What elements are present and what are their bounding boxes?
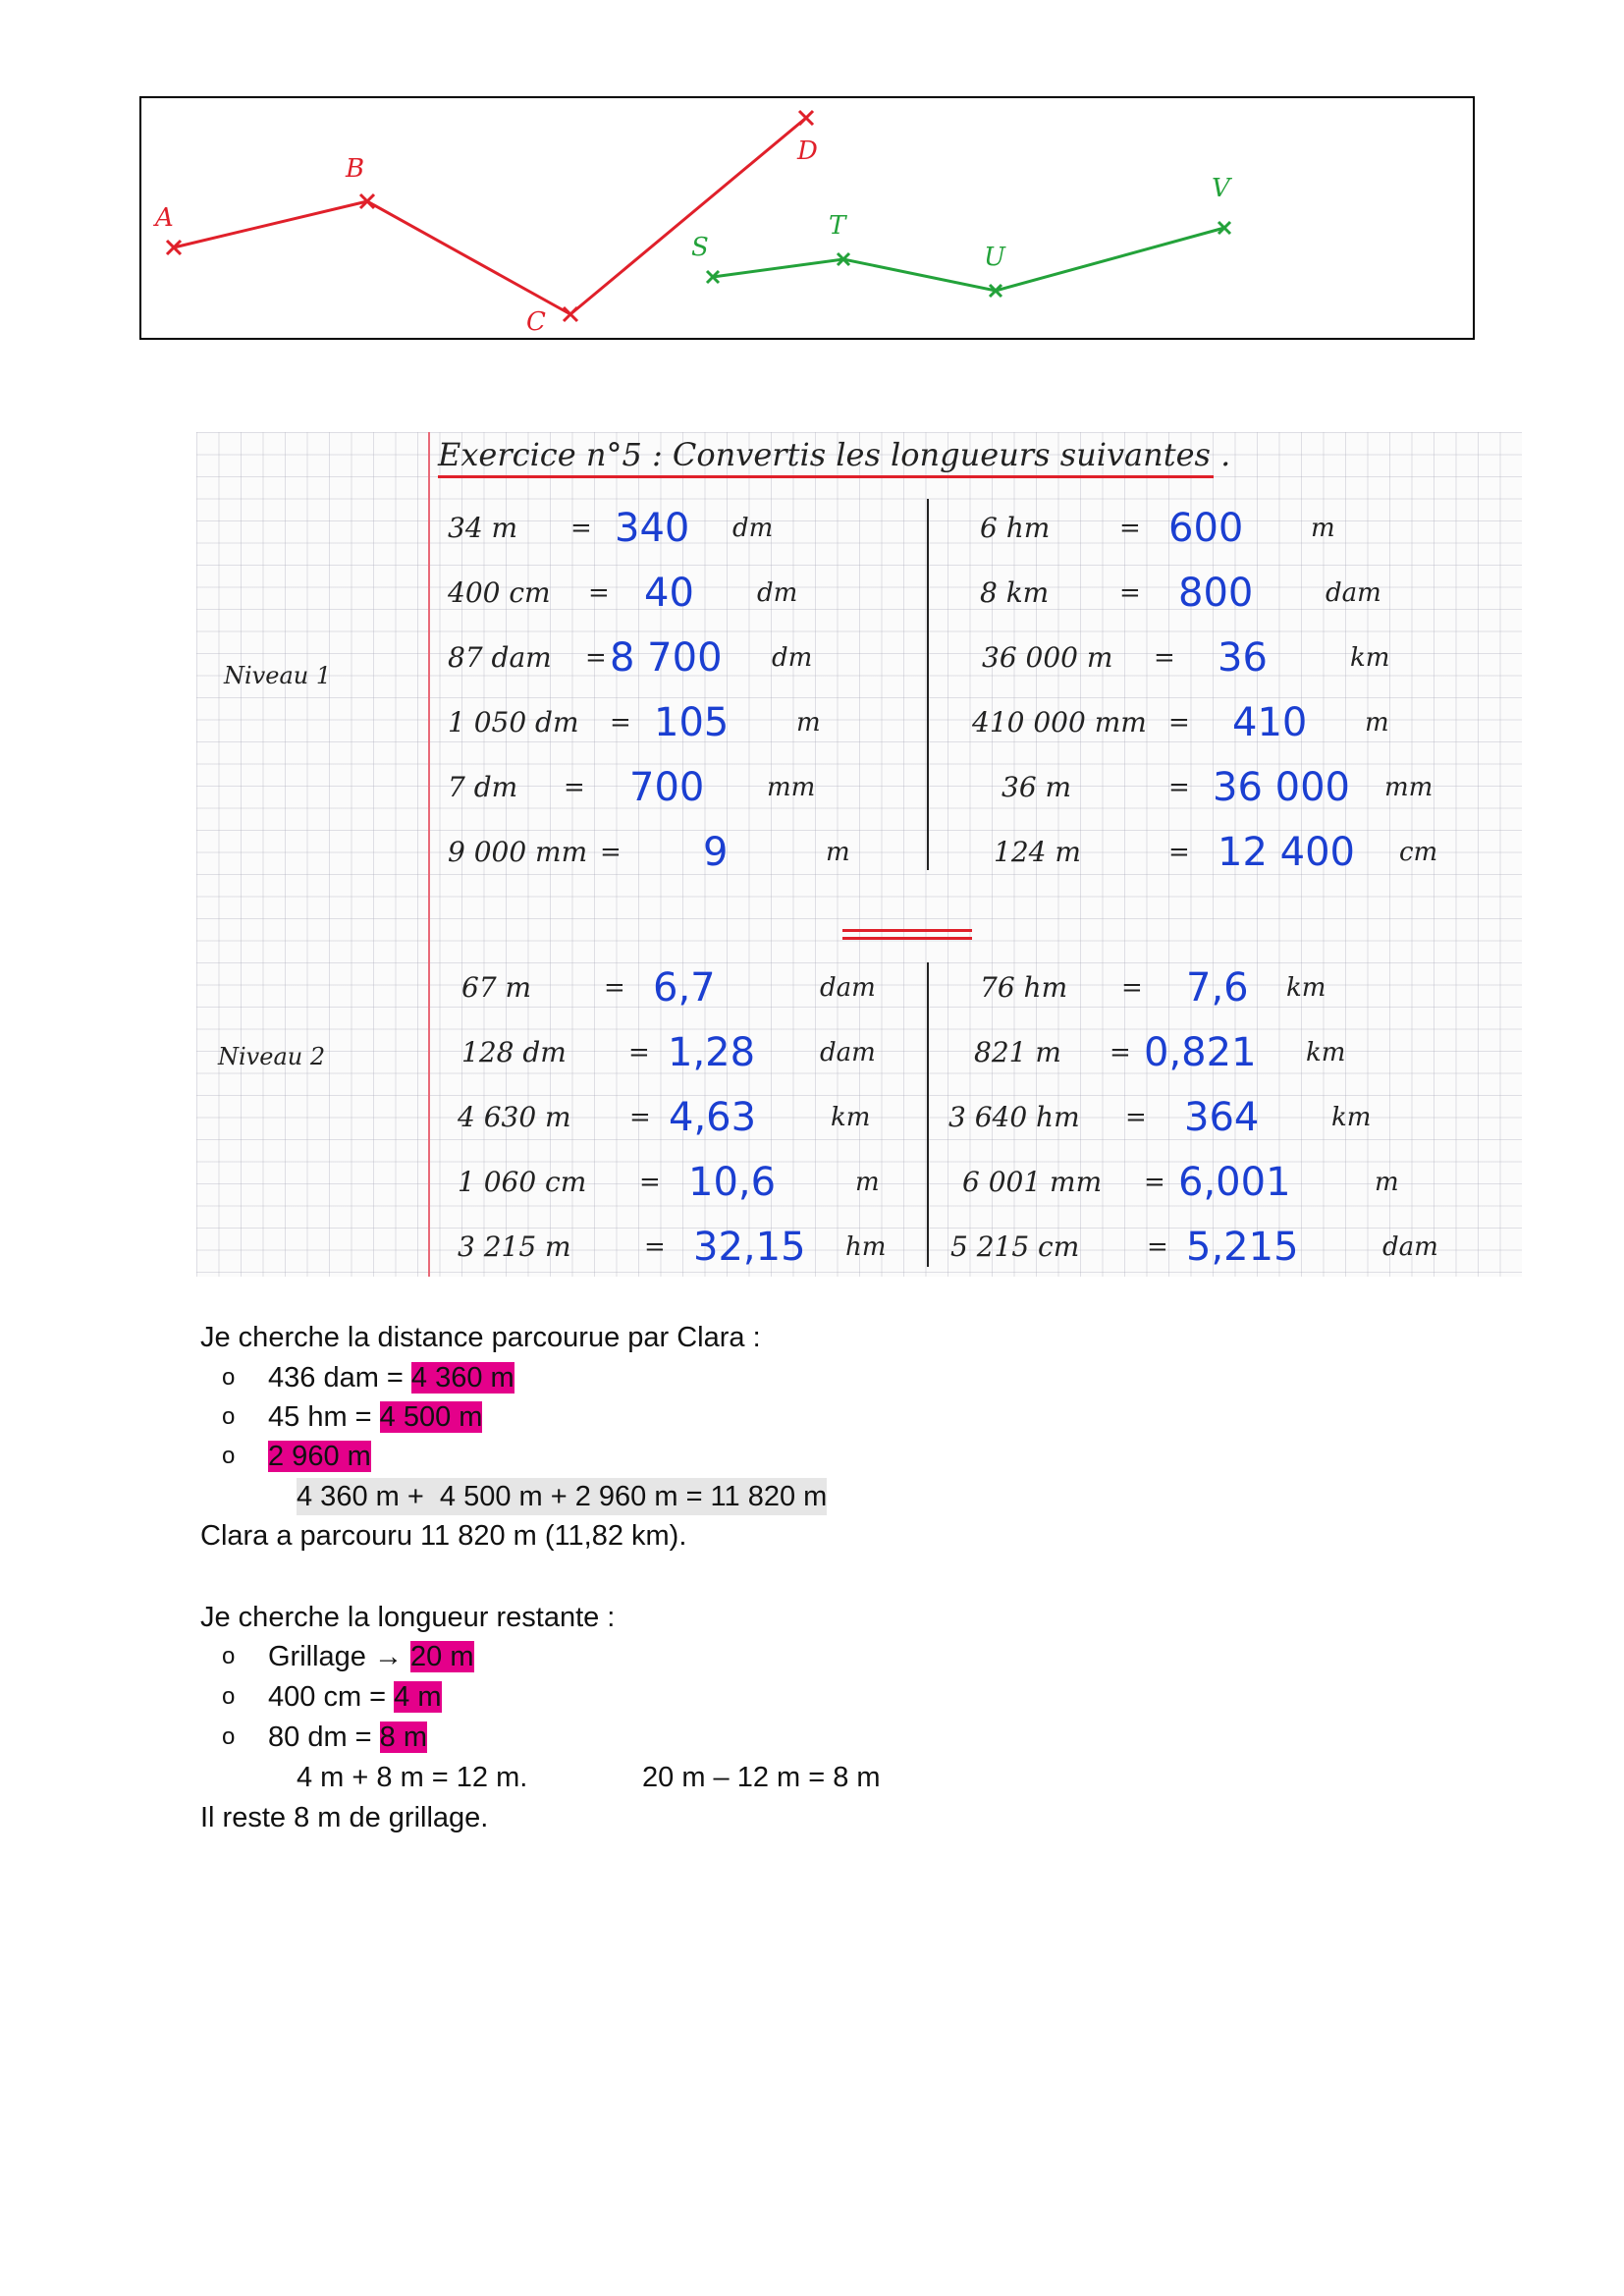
conversion-unit: dm xyxy=(757,578,798,608)
polyline-figure xyxy=(139,96,1475,340)
conversion-from: 5 215 cm xyxy=(950,1230,1080,1263)
conversion-from: 6 hm xyxy=(980,512,1051,544)
green-polyline xyxy=(713,228,1224,291)
conversion-unit: dam xyxy=(820,973,876,1003)
equals-sign: = xyxy=(639,1168,661,1197)
conversion-unit: km xyxy=(1350,643,1390,673)
equals-sign: = xyxy=(570,514,592,543)
clara-heading: Je cherche la distance parcourue par Clara : xyxy=(200,1322,761,1353)
exercise-title: Exercice n°5 : Convertis les longueurs suivantes . xyxy=(438,436,1231,473)
clara-conclusion: Clara a parcouru 11 820 m (11,82 km). xyxy=(200,1520,687,1552)
grillage-calc-difference: 20 m – 12 m = 8 m xyxy=(642,1762,881,1793)
conversion-from: 7 dm xyxy=(448,771,518,803)
red-polyline xyxy=(174,118,806,314)
clara-item-3 xyxy=(268,1438,371,1475)
equals-sign: = xyxy=(1168,773,1190,802)
conversion-value: 5,215 xyxy=(1186,1225,1299,1270)
conversion-value: 105 xyxy=(654,700,730,745)
conversion-unit: dam xyxy=(1382,1232,1438,1262)
equals-sign: = xyxy=(1119,578,1141,608)
equals-sign: = xyxy=(1168,708,1190,738)
conversion-value: 6,7 xyxy=(653,965,716,1011)
conversion-unit: hm xyxy=(845,1232,887,1262)
point-label-b: B xyxy=(346,154,365,184)
bullet-marker: o xyxy=(222,1364,236,1391)
equals-sign: = xyxy=(1121,973,1143,1003)
conversion-from: 6 001 mm xyxy=(962,1166,1103,1198)
item-prefix: 400 cm = xyxy=(268,1681,395,1713)
grillage-conclusion: Il reste 8 m de grillage. xyxy=(200,1802,489,1833)
conversion-from: 36 000 m xyxy=(982,641,1113,674)
clara-sum: 4 360 m + 4 500 m + 2 960 m = 11 820 m xyxy=(297,1478,827,1515)
conversion-unit: dm xyxy=(772,643,813,673)
conversion-value: 4,63 xyxy=(669,1095,757,1140)
equals-sign: = xyxy=(1125,1103,1147,1132)
conversion-from: 3 215 m xyxy=(458,1230,571,1263)
highlighted-result: 8 m xyxy=(379,1722,427,1753)
point-label-v: V xyxy=(1212,174,1230,203)
point-label-a: A xyxy=(155,203,174,233)
conversion-from: 36 m xyxy=(1001,771,1072,803)
item-prefix: 45 hm = xyxy=(268,1401,380,1433)
conversion-from: 1 050 dm xyxy=(448,706,579,738)
item-prefix: 80 dm = xyxy=(268,1722,380,1753)
conversion-value: 9 xyxy=(703,830,729,875)
conversion-value: 36 000 xyxy=(1213,765,1350,810)
conversion-from: 410 000 mm xyxy=(972,706,1147,738)
highlighted-result: 20 m xyxy=(410,1641,474,1672)
conversion-value: 410 xyxy=(1232,700,1308,745)
equals-sign: = xyxy=(1168,838,1190,867)
equals-sign: = xyxy=(604,973,625,1003)
equals-sign: = xyxy=(585,643,607,673)
point-label-t: T xyxy=(829,211,846,241)
conversion-value: 1,28 xyxy=(668,1030,756,1075)
conversion-value: 6,001 xyxy=(1178,1160,1291,1205)
column-divider-1 xyxy=(927,499,929,870)
conversion-value: 800 xyxy=(1178,571,1254,616)
item-prefix: Grillage → xyxy=(268,1641,411,1672)
equals-sign: = xyxy=(588,578,610,608)
equals-sign: = xyxy=(1119,514,1141,543)
bullet-marker: o xyxy=(222,1403,236,1430)
equals-sign: = xyxy=(1144,1168,1165,1197)
conversion-unit: m xyxy=(1375,1168,1399,1197)
grillage-item-2 xyxy=(268,1678,442,1716)
grillage-calc-sum: 4 m + 8 m = 12 m. xyxy=(297,1762,528,1793)
conversion-value: 36 xyxy=(1218,635,1268,681)
conversion-unit: cm xyxy=(1399,838,1438,867)
conversion-from: 8 km xyxy=(980,576,1050,609)
equals-sign: = xyxy=(1147,1232,1168,1262)
level-label-1: Niveau 1 xyxy=(224,662,332,689)
conversion-unit: km xyxy=(1331,1103,1372,1132)
equals-sign: = xyxy=(628,1038,650,1067)
bullet-marker: o xyxy=(222,1643,236,1669)
title-underline xyxy=(438,475,1214,478)
grillage-item-1 xyxy=(268,1638,474,1675)
equals-sign: = xyxy=(600,838,622,867)
conversion-unit: mm xyxy=(767,773,816,802)
point-label-u: U xyxy=(984,243,1005,272)
bullet-marker: o xyxy=(222,1683,236,1710)
conversion-value: 32,15 xyxy=(693,1225,806,1270)
clara-item-1 xyxy=(268,1359,514,1396)
bullet-marker: o xyxy=(222,1443,236,1469)
conversion-value: 0,821 xyxy=(1144,1030,1257,1075)
conversion-from: 400 cm xyxy=(448,576,551,609)
highlighted-result: 4 500 m xyxy=(379,1401,483,1433)
point-label-c: C xyxy=(526,307,546,337)
highlighted-result: 4 360 m xyxy=(410,1362,514,1394)
conversion-from: 3 640 hm xyxy=(948,1101,1080,1133)
conversion-value: 364 xyxy=(1184,1095,1260,1140)
conversion-from: 128 dm xyxy=(461,1036,567,1068)
polyline-drawing xyxy=(141,98,1477,342)
grillage-item-3 xyxy=(268,1719,427,1756)
margin-line xyxy=(428,432,430,1277)
conversion-from: 67 m xyxy=(461,971,532,1004)
conversion-from: 34 m xyxy=(448,512,518,544)
conversion-unit: km xyxy=(1286,973,1326,1003)
red-point-marks xyxy=(167,111,813,321)
equals-sign: = xyxy=(1110,1038,1131,1067)
equals-sign: = xyxy=(644,1232,666,1262)
conversion-unit: dm xyxy=(732,514,774,543)
conversion-unit: dam xyxy=(1326,578,1381,608)
conversion-unit: km xyxy=(1306,1038,1346,1067)
grillage-heading: Je cherche la longueur restante : xyxy=(200,1602,616,1633)
conversion-unit: m xyxy=(796,708,821,738)
column-divider-2 xyxy=(927,962,929,1267)
conversion-value: 40 xyxy=(644,571,694,616)
level-separator-bottom xyxy=(842,937,972,940)
highlighted-result: 2 960 m xyxy=(268,1441,371,1472)
level-label-2: Niveau 2 xyxy=(218,1043,326,1070)
point-label-s: S xyxy=(691,233,709,262)
conversion-value: 12 400 xyxy=(1218,830,1355,875)
conversion-from: 87 dam xyxy=(448,641,552,674)
bullet-marker: o xyxy=(222,1723,236,1750)
conversion-from: 9 000 mm xyxy=(448,836,588,868)
item-prefix: 436 dam = xyxy=(268,1362,411,1394)
equals-sign: = xyxy=(1154,643,1175,673)
conversion-from: 76 hm xyxy=(980,971,1068,1004)
conversion-from: 821 m xyxy=(974,1036,1061,1068)
conversion-unit: m xyxy=(1311,514,1335,543)
equals-sign: = xyxy=(564,773,585,802)
conversion-value: 340 xyxy=(615,506,690,551)
conversion-from: 1 060 cm xyxy=(458,1166,587,1198)
conversion-from: 124 m xyxy=(994,836,1081,868)
point-label-d: D xyxy=(797,137,818,166)
equals-sign: = xyxy=(610,708,631,738)
conversion-unit: m xyxy=(855,1168,880,1197)
conversion-unit: m xyxy=(826,838,850,867)
conversion-unit: mm xyxy=(1384,773,1434,802)
level-separator-top xyxy=(842,929,972,932)
clara-item-2 xyxy=(268,1398,482,1436)
conversion-from: 4 630 m xyxy=(458,1101,571,1133)
equals-sign: = xyxy=(629,1103,651,1132)
conversion-value: 700 xyxy=(629,765,705,810)
highlighted-result: 4 m xyxy=(394,1681,442,1713)
conversion-value: 10,6 xyxy=(688,1160,777,1205)
conversion-unit: dam xyxy=(820,1038,876,1067)
conversion-value: 7,6 xyxy=(1186,965,1249,1011)
conversion-value: 8 700 xyxy=(610,635,723,681)
conversion-unit: km xyxy=(831,1103,871,1132)
conversion-value: 600 xyxy=(1168,506,1244,551)
conversion-unit: m xyxy=(1365,708,1389,738)
